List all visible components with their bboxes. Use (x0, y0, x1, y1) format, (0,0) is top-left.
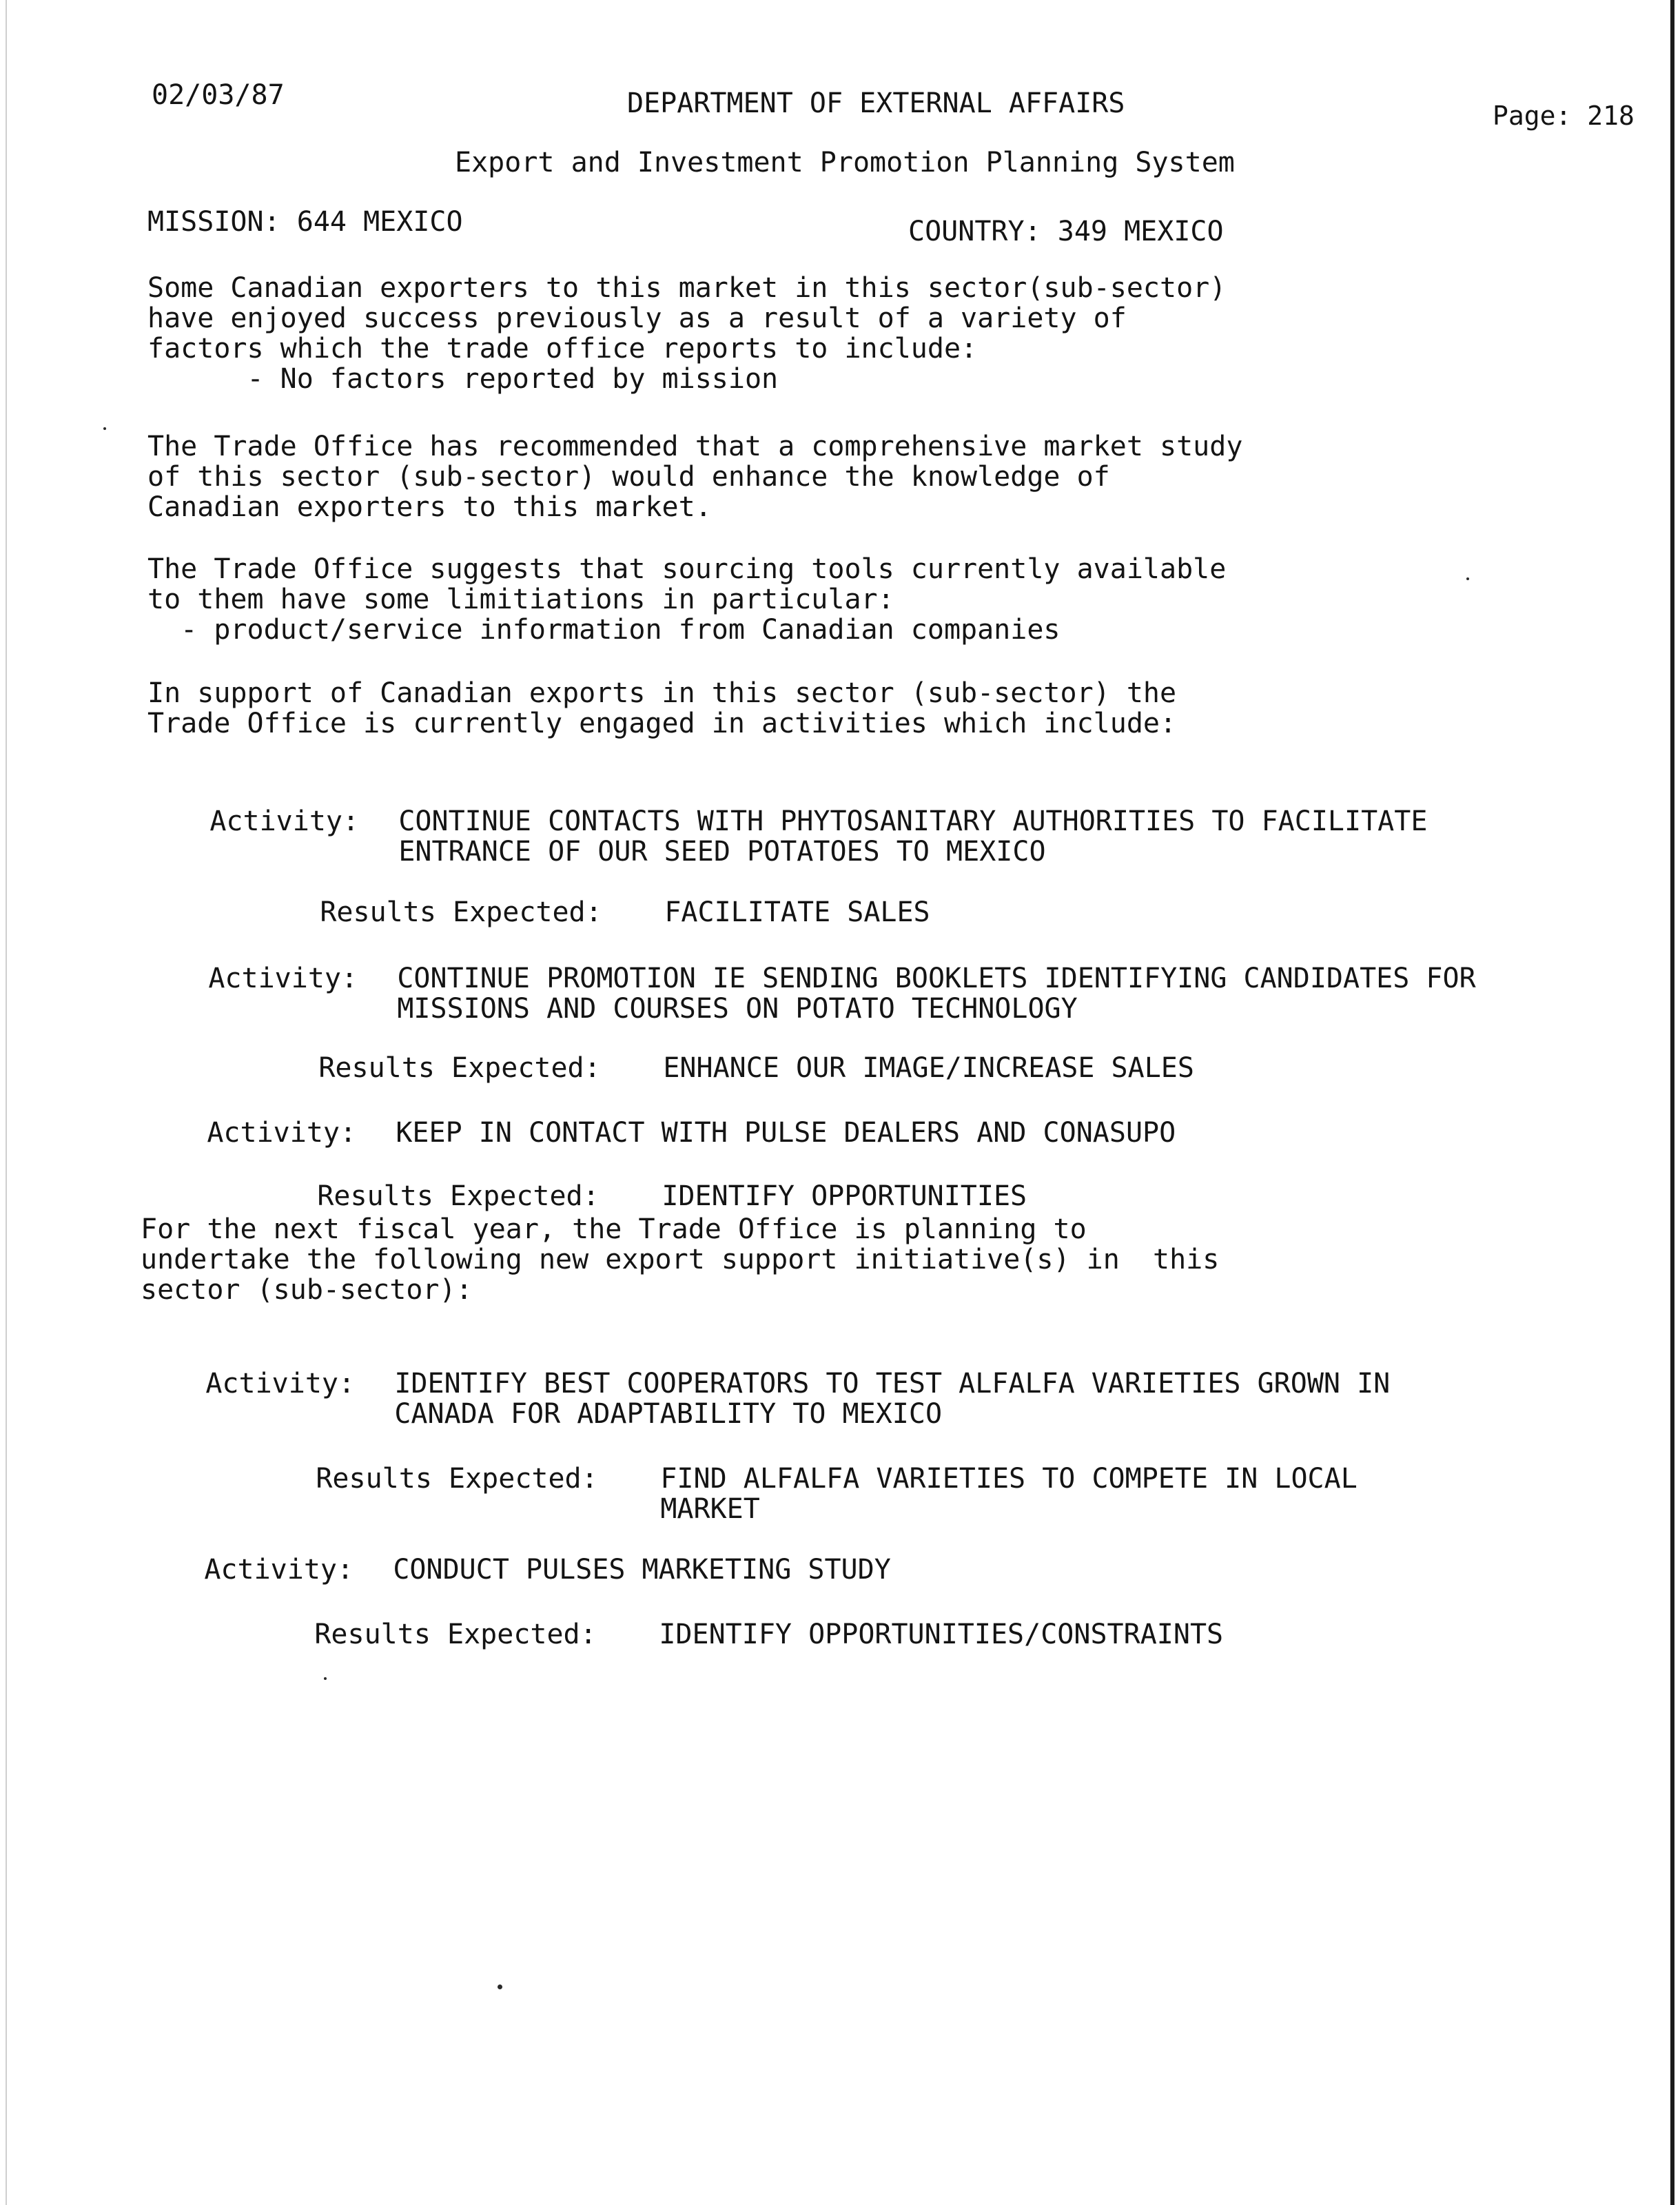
page-number: Page: 218 (1493, 101, 1635, 131)
results-text: MARKET (660, 1493, 760, 1525)
activity-text: CANADA FOR ADAPTABILITY TO MEXICO (394, 1398, 943, 1430)
paragraph-line: In support of Canadian exports in this sector (sub-sector) the (147, 677, 1177, 709)
results-text: IDENTIFY OPPORTUNITIES (662, 1180, 1027, 1212)
paragraph-line: - No factors reported by mission (147, 363, 779, 395)
results-text: FACILITATE SALES (664, 896, 930, 928)
activity-text: MISSIONS AND COURSES ON POTATO TECHNOLOGY (397, 993, 1078, 1025)
paragraph-line: have enjoyed success previously as a result of a variety of (147, 302, 1127, 334)
paragraph-line: undertake the following new export support initiative(s) in this (141, 1244, 1220, 1275)
results-text: ENHANCE OUR IMAGE/INCREASE SALES (663, 1052, 1194, 1084)
results-label: Results Expected: (317, 1180, 600, 1212)
paragraph-current-activities (147, 678, 1526, 739)
results-label: Results Expected: (314, 1619, 597, 1650)
country-label: COUNTRY: 349 MEXICO (908, 216, 1224, 247)
results-label: Results Expected: (320, 896, 602, 928)
results-text: FIND ALFALFA VARIETIES TO COMPETE IN LOCAL (660, 1463, 1358, 1495)
paragraph-line: The Trade Office has recommended that a comprehensive market study (147, 431, 1243, 462)
paragraph-line: - product/service information from Canadian companies (147, 614, 1061, 646)
results-label: Results Expected: (318, 1052, 601, 1084)
activity-text: IDENTIFY BEST COOPERATORS TO TEST ALFALFA VARIETIES GROWN IN (394, 1368, 1391, 1399)
activity-text: CONDUCT PULSES MARKETING STUDY (393, 1554, 891, 1586)
results-label: Results Expected: (316, 1463, 598, 1495)
scan-speck (324, 1677, 327, 1680)
activity-text: CONTINUE CONTACTS WITH PHYTOSANITARY AUTHORITIES TO FACILITATE (398, 806, 1428, 837)
activity-label: Activity: (209, 806, 360, 837)
paragraph-market-study (147, 431, 1526, 522)
activity-label: Activity: (205, 1368, 356, 1399)
paragraph-line: sector (sub-sector): (141, 1274, 473, 1306)
paragraph-line: Trade Office is currently engaged in activities which include: (147, 708, 1177, 739)
activity-label: Activity: (204, 1554, 354, 1586)
paragraph-sourcing-tools (147, 554, 1526, 645)
activity-text: KEEP IN CONTACT WITH PULSE DEALERS AND CONASUPO (396, 1117, 1176, 1149)
scan-speck (1466, 577, 1469, 580)
paragraph-line: Canadian exporters to this market. (147, 491, 712, 523)
paragraph-line: of this sector (sub-sector) would enhance the knowledge of (147, 461, 1110, 493)
activity-text: ENTRANCE OF OUR SEED POTATOES TO MEXICO (398, 836, 1046, 868)
system-title: Export and Investment Promotion Planning System (455, 147, 1235, 178)
paragraph-line: For the next fiscal year, the Trade Office is planning to (141, 1213, 1087, 1245)
scan-speck (103, 427, 106, 430)
results-entry (248, 1589, 1555, 1680)
mission-label: MISSION: 644 MEXICO (147, 206, 463, 238)
paragraph-line: to them have some limitiations in particular: (147, 584, 894, 615)
paragraph-line: Some Canadian exporters to this market in this sector(sub-sector) (147, 272, 1227, 304)
paragraph-line: factors which the trade office reports to include: (147, 333, 978, 365)
paragraph-line: The Trade Office suggests that sourcing tools currently available (147, 553, 1227, 585)
activity-label: Activity: (207, 1117, 357, 1149)
scan-left-edge (0, 0, 7, 2205)
paragraph-next-fiscal-year (141, 1214, 1519, 1305)
report-date: 02/03/87 (152, 79, 285, 111)
activity-text: CONTINUE PROMOTION IE SENDING BOOKLETS IDENTIFYING CANDIDATES FOR (397, 963, 1476, 994)
results-text: IDENTIFY OPPORTUNITIES/CONSTRAINTS (659, 1619, 1224, 1650)
activity-label: Activity: (208, 963, 358, 994)
scan-right-edge (1670, 0, 1674, 2205)
paragraph-previous-success (147, 273, 1526, 394)
department-title: DEPARTMENT OF EXTERNAL AFFAIRS (627, 88, 1125, 119)
scan-speck (498, 1984, 502, 1989)
